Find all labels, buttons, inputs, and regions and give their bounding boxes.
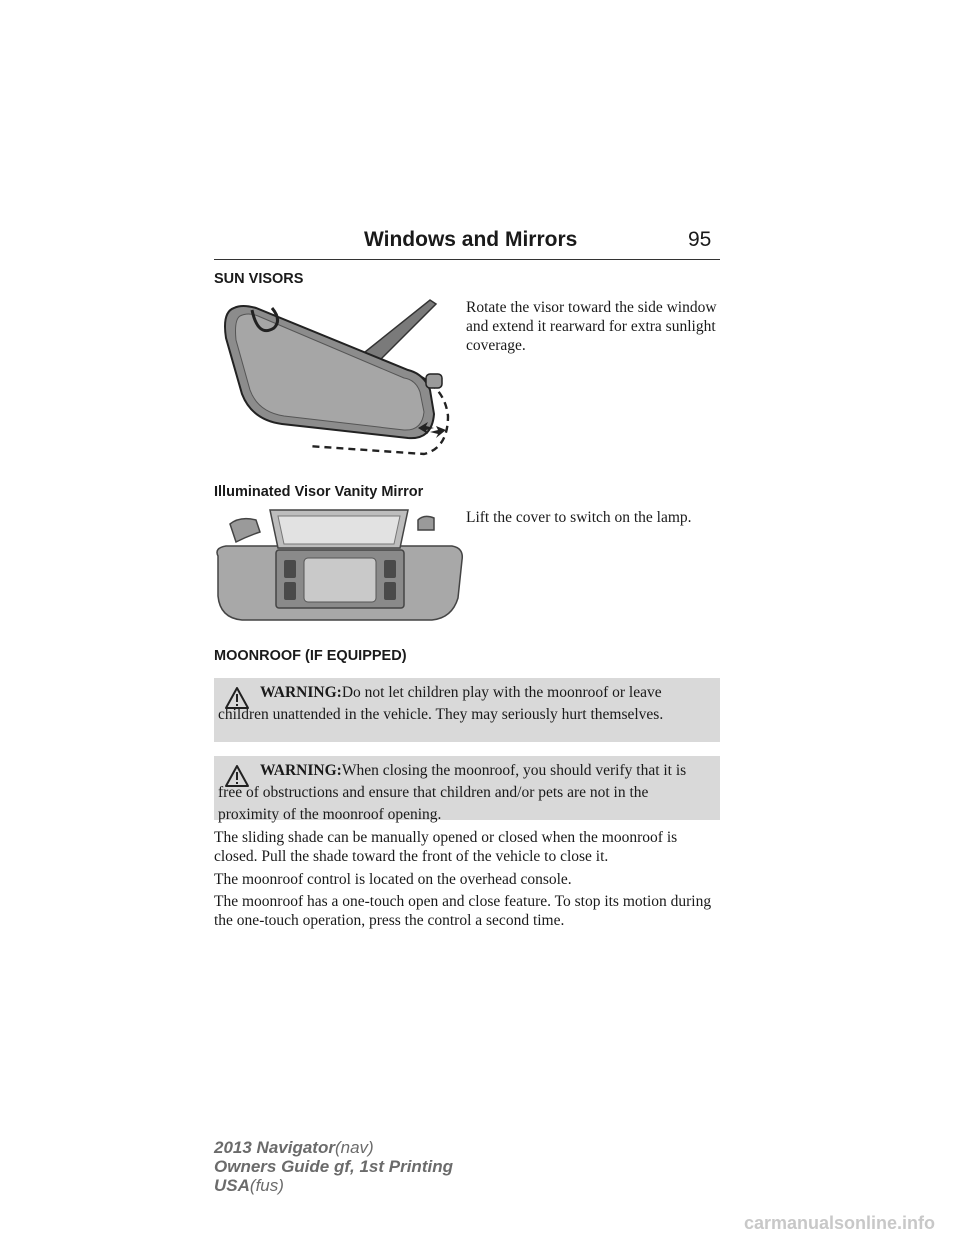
warning-box-obstructions	[214, 756, 720, 823]
page-number: 95	[688, 228, 712, 251]
vanity-mirror-instructions: Lift the cover to switch on the lamp.	[466, 509, 692, 526]
footer-market-code: (fus)	[249, 1176, 284, 1195]
warning-text: Do not let children play with the moonroof or leave children unattended in the vehicle. They may seriously hurt themselves.	[218, 684, 664, 723]
warning-triangle-icon	[224, 686, 250, 710]
warning-box-children	[214, 678, 720, 742]
footer-printing: Owners Guide gf, 1st Printing	[214, 1157, 453, 1176]
footer-model-code: (nav)	[334, 1138, 374, 1157]
footer-model: 2013 Navigator	[214, 1138, 335, 1157]
paragraph-sliding-shade: The sliding shade can be manually opened or closed when the moonroof is closed. Pull the shade toward the front of the vehicle to close it.	[214, 829, 678, 865]
page-title: Windows and Mirrors	[364, 228, 578, 251]
footer-market: USA	[214, 1176, 250, 1195]
paragraph-control-location: The moonroof control is located on the overhead console.	[214, 871, 572, 888]
paragraph-one-touch: The moonroof has a one-touch open and close feature. To stop its motion during the one-touch operation, press the control a second time.	[214, 893, 712, 929]
watermark: carmanualsonline.info	[744, 1213, 936, 1233]
vanity-mirror-figure	[212, 506, 468, 624]
warning-triangle-icon	[224, 764, 250, 788]
sun-visor-instructions: Rotate the visor toward the side window and extend it rearward for extra sunlight coverage.	[466, 299, 717, 354]
footer-edition	[214, 1138, 453, 1195]
header-divider	[214, 259, 720, 260]
sun-visor-figure	[212, 298, 454, 460]
warning-text: When closing the moonroof, you should verify that it is free of obstructions and ensure that children and/or pets are not in the proximity of the moonroof opening.	[218, 762, 687, 823]
section-heading-moonroof: MOONROOF (IF EQUIPPED)	[214, 648, 407, 664]
warning-label: WARNING:	[260, 684, 342, 701]
warning-label: WARNING:	[260, 762, 342, 779]
section-heading-sun-visors: SUN VISORS	[214, 271, 304, 287]
section-heading-vanity-mirror: Illuminated Visor Vanity Mirror	[214, 484, 424, 500]
